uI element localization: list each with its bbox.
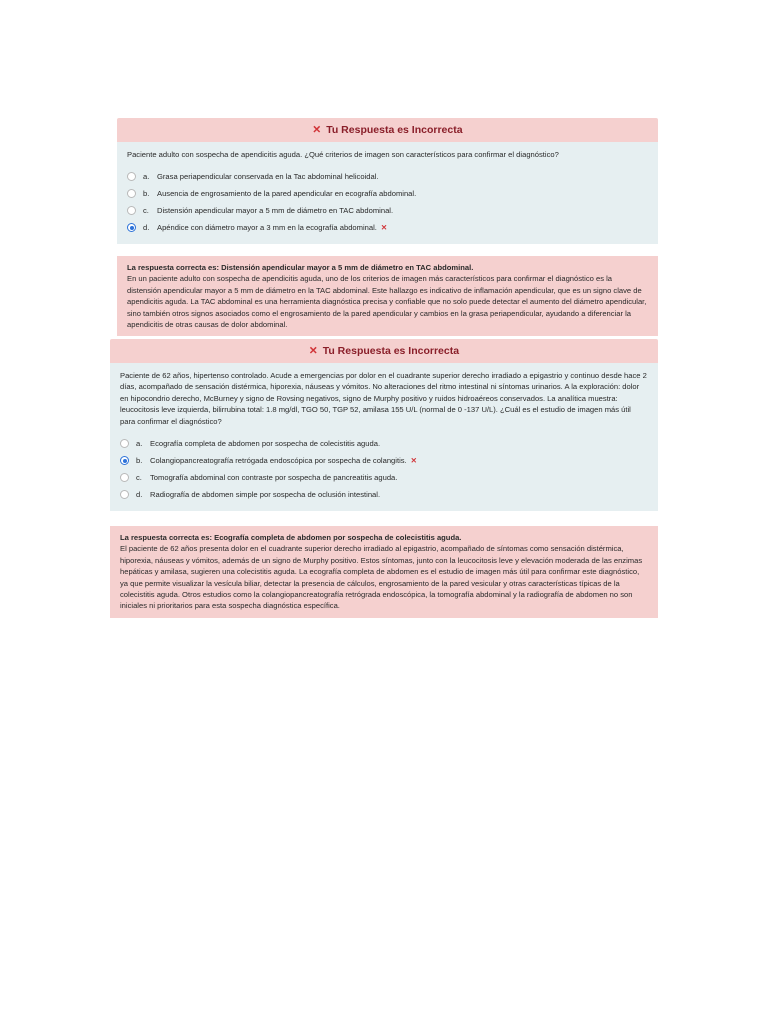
option-label: Colangiopancreatografía retrógada endoscópica por sospecha de colangitis.: [150, 455, 407, 465]
question-body: [117, 142, 658, 244]
question-card-2: [110, 339, 658, 511]
option-label: Ecografía completa de abdomen por sospecha de colecistitis aguda.: [150, 438, 381, 448]
radio-button-selected[interactable]: [120, 456, 129, 465]
radio-button[interactable]: [120, 473, 129, 482]
option-letter: d.: [136, 489, 143, 499]
question-text: Paciente adulto con sospecha de apendicitis aguda. ¿Qué criterios de imagen son característicos para confirmar el diagnóstico?: [127, 150, 559, 159]
answer-option-c[interactable]: [120, 469, 648, 486]
radio-button-selected[interactable]: [127, 223, 136, 232]
correct-answer-title: La respuesta correcta es: Distensión apendicular mayor a 5 mm de diámetro en TAC abdominal.: [127, 263, 474, 272]
radio-button[interactable]: [127, 189, 136, 198]
option-letter: b.: [143, 189, 150, 199]
answer-option-d[interactable]: [120, 486, 648, 503]
option-label: Apéndice con diámetro mayor a 3 mm en la ecografía abdominal.: [157, 223, 377, 233]
answer-option-c[interactable]: [127, 202, 648, 219]
option-letter: c.: [143, 206, 149, 216]
feedback-panel-2: [110, 526, 658, 618]
feedback-explanation: En un paciente adulto con sospecha de apendicitis aguda, uno de los criterios de imagen más característicos para confirmar el diagnóstico es la distensión apendicular mayor a 5 mm de diámetro en la TAC abdominal. Este hallazgo es indicativo de inflamación apendicular, que es un signo clave de apendicitis aguda. La TAC abdominal es una herramienta diagnóstica precisa y confiable que no solo puede detectar el aumento del diámetro apendicular, sino también otros signos asociados como el engrosamiento de la pared apendicular y cambios en la grasa periapendicular, ayudando a diferenciar la apendicitis de otras causas de dolor abdominal.: [127, 274, 647, 330]
close-icon: ✕: [312, 124, 322, 136]
option-letter: d.: [143, 223, 150, 233]
result-header-label: Tu Respuesta es Incorrecta: [326, 124, 463, 136]
correct-answer-title: La respuesta correcta es: Ecografía completa de abdomen por sospecha de colecistitis aguda.: [120, 533, 462, 542]
question-card-1: [117, 118, 658, 244]
close-icon: ✕: [410, 455, 418, 465]
feedback-explanation: El paciente de 62 años presenta dolor en el cuadrante superior derecho irradiado al epigastrio, acompañado de síntomas como sensación distérmica, hiporexia, náuseas y vómitos, además de un signo de Murphy positivo. Estos síntomas, junto con la leucocitosis leve y elevación moderada de las enzimas hepáticas y amilasa, sugieren una colecistitis aguda. La ecografía completa de abdomen es el estudio de imagen más útil para confirmar este diagnóstico, ya que permite visualizar la vesícula biliar, detectar la presencia de cálculos, engrosamiento de la pared vesicular y otras características típicas de la colecistitis aguda. Otros estudios como la colangiopancreatografía retrógrada endoscópica, la tomografía abdominal y la radiografía de abdomen no son iniciales ni prioritarios para esta sospecha diagnóstica específica.: [120, 544, 643, 611]
radio-button[interactable]: [127, 172, 136, 181]
feedback-panel-1: [117, 256, 658, 336]
option-letter: a.: [136, 438, 143, 448]
answer-option-d[interactable]: [127, 219, 648, 236]
radio-button[interactable]: [120, 439, 129, 448]
answer-option-b[interactable]: [120, 452, 648, 469]
radio-button[interactable]: [127, 206, 136, 215]
option-label: Grasa periapendicular conservada en la Tac abdominal helicoidal.: [157, 172, 379, 182]
option-label: Ausencia de engrosamiento de la pared apendicular en ecografía abdominal.: [157, 189, 417, 199]
question-body: [110, 363, 658, 511]
answer-option-a[interactable]: [120, 435, 648, 452]
close-icon: ✕: [308, 345, 318, 357]
answer-option-b[interactable]: [127, 185, 648, 202]
option-letter: c.: [136, 472, 142, 482]
question-text: Paciente de 62 años, hipertenso controlado. Acude a emergencias por dolor en el cuadrante superior derecho irradiado a epigastrio y continuo desde hace 2 días, acompañado de sensación distérmica, hiporexia, náuseas y vómitos. No alteraciones del ritmo intestinal ni síntomas urinarios. A la exploración: dolor en hipocondrio derecho, McBurney y signo de Rovsing negativos, signo de Murphy positivo y ruidos hidroaéreos conservados. La analítica muestra: leucocitosis leve izquierda, bilirrubina total: 1.8 mg/dl, TGO 50, TGP 52, amilasa 155 U/L (normal de 0 -137 U/L). ¿Cuál es el estudio de imagen más útil para confirmar el diagnóstico?: [120, 371, 647, 426]
option-label: Tomografía abdominal con contraste por sospecha de pancreatitis aguda.: [150, 472, 398, 482]
result-header: [117, 118, 658, 142]
option-letter: a.: [143, 172, 150, 182]
option-label: Radiografía de abdomen simple por sospecha de oclusión intestinal.: [150, 489, 381, 499]
radio-button[interactable]: [120, 490, 129, 499]
close-icon: ✕: [380, 223, 388, 233]
result-header: [110, 339, 658, 363]
result-header-label: Tu Respuesta es Incorrecta: [322, 345, 460, 357]
option-label: Distensión apendicular mayor a 5 mm de diámetro en TAC abdominal.: [157, 206, 394, 216]
option-letter: b.: [136, 455, 143, 465]
answer-option-a[interactable]: [127, 168, 648, 185]
